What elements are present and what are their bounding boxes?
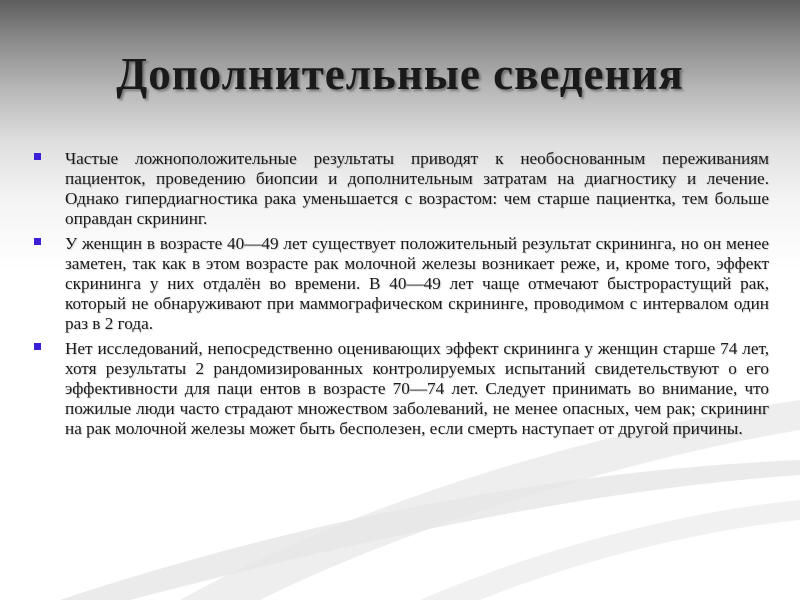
square-bullet-icon	[34, 238, 41, 245]
bullet-item	[34, 149, 769, 229]
slide-title: Дополнительные сведения	[116, 49, 684, 99]
square-bullet-icon	[34, 153, 41, 160]
bullet-item	[34, 234, 769, 334]
bullet-text: Частые ложноположительные результаты приводят к необоснованным переживаниям пациенток, проведению биопсии и дополнительным затратам на диагностику и лечение. Однако гипердиагностика рака уменьшается с возрастом: чем старше пациентка, тем больше оправдан скрининг.	[65, 149, 769, 228]
bullet-text: У женщин в возрасте 40—49 лет существует положительный результат скрининга, но он менее заметен, так как в этом возрасте рак молочной железы возникает реже, и, кроме того, эффект скрининга у них отдалён во времени. В 40—49 лет чаще отмечают быстрорастущий рак, который не обнаруживают при маммографическом скрининге, проводимом с интервалом один раз в 2 года.	[65, 234, 769, 333]
bullet-text: Нет исследований, непосредственно оценивающих эффект скрининга у женщин старше 74 лет, хотя результаты 2 рандомизированных контролируемых испытаний свидетельствуют о его эффективности для паци ентов в возрасте 70—74 лет. Следует принимать во внимание, что пожилые люди часто страдают множеством заболеваний, не менее опасных, чем рак; скрининг на рак молочной железы может быть бесполезен, если смерть наступает от другой причины.	[65, 339, 769, 438]
bullet-list	[34, 149, 769, 444]
square-bullet-icon	[34, 343, 41, 350]
bullet-item	[34, 339, 769, 439]
